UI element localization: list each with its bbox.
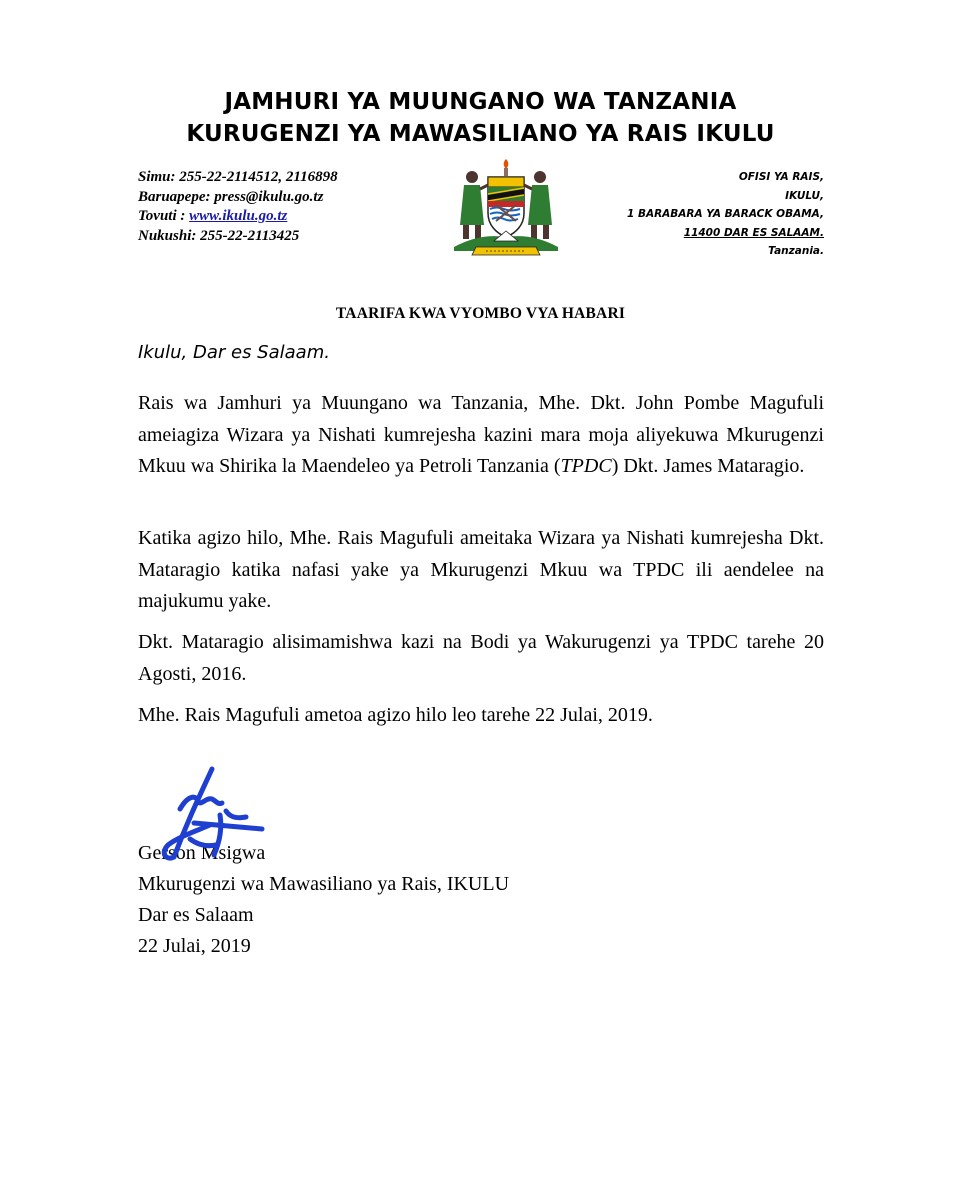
email-address: Baruapepe: press@ikulu.go.tz — [138, 188, 324, 205]
website-label: Tovuti : — [138, 208, 190, 224]
office-address — [627, 168, 824, 261]
signature-date: 22 Julai, 2019 — [138, 935, 251, 957]
signatory-title: Mkurugenzi wa Mawasiliano ya Rais, IKULU — [138, 873, 510, 895]
contact-info — [138, 168, 338, 246]
signatory-name: Gerson Msigwa — [138, 842, 266, 864]
signature-city: Dar es Salaam — [138, 904, 254, 926]
paragraph-3: Dkt. Mataragio alisimamishwa kazi na Bodi ya Wakurugenzi ya TPDC tarehe 20 Agosti, 2016. — [138, 631, 824, 685]
website-link[interactable]: www.ikulu.go.tz — [189, 208, 288, 224]
letterhead-title-line2: KURUGENZI YA MAWASILIANO YA RAIS IKULU — [186, 121, 775, 147]
address-line2: IKULU, — [785, 189, 824, 202]
website-row — [138, 207, 338, 227]
paragraph-1: Rais wa Jamhuri ya Muungano wa Tanzania, Mhe. Dkt. John Pombe Magufuli ameiagiza Wizara ya Nishati kumrejesha kazini mara moja aliyekuwa Mkurugenzi Mkuu wa Shirika la Maendeleo ya Petroli Tanzania (TPDC) Dkt. James Mataragio. — [138, 392, 824, 477]
letterhead-title-line1: JAMHURI YA MUUNGANO WA TANZANIA — [224, 89, 737, 115]
tanzania-coat-of-arms-icon — [450, 155, 562, 257]
address-line1: OFISI YA RAIS, — [738, 171, 824, 183]
place-line: Ikulu, Dar es Salaam. — [138, 342, 330, 363]
address-line4: 11400 DAR ES SALAAM. — [683, 226, 824, 239]
phone-number: Simu: 255-22-2114512, 2116898 — [138, 169, 338, 185]
press-release-title: TAARIFA KWA VYOMBO VYA HABARI — [335, 305, 626, 322]
paragraph-4: Mhe. Rais Magufuli ametoa agizo hilo leo tarehe 22 Julai, 2019. — [138, 704, 653, 726]
paragraph-2: Katika agizo hilo, Mhe. Rais Magufuli ameitaka Wizara ya Nishati kumrejesha Dkt. Mataragio katika nafasi yake ya Mkurugenzi Mkuu wa TPDC ili aendelee na majukumu yake. — [138, 527, 824, 612]
address-line5: Tanzania. — [768, 245, 824, 257]
address-line3: 1 BARABARA YA BARACK OBAMA, — [626, 208, 824, 220]
handwritten-signature-icon — [150, 765, 270, 870]
fax-number: Nukushi: 255-22-2113425 — [138, 227, 300, 244]
tpdc-abbreviation: TPDC — [560, 455, 612, 477]
